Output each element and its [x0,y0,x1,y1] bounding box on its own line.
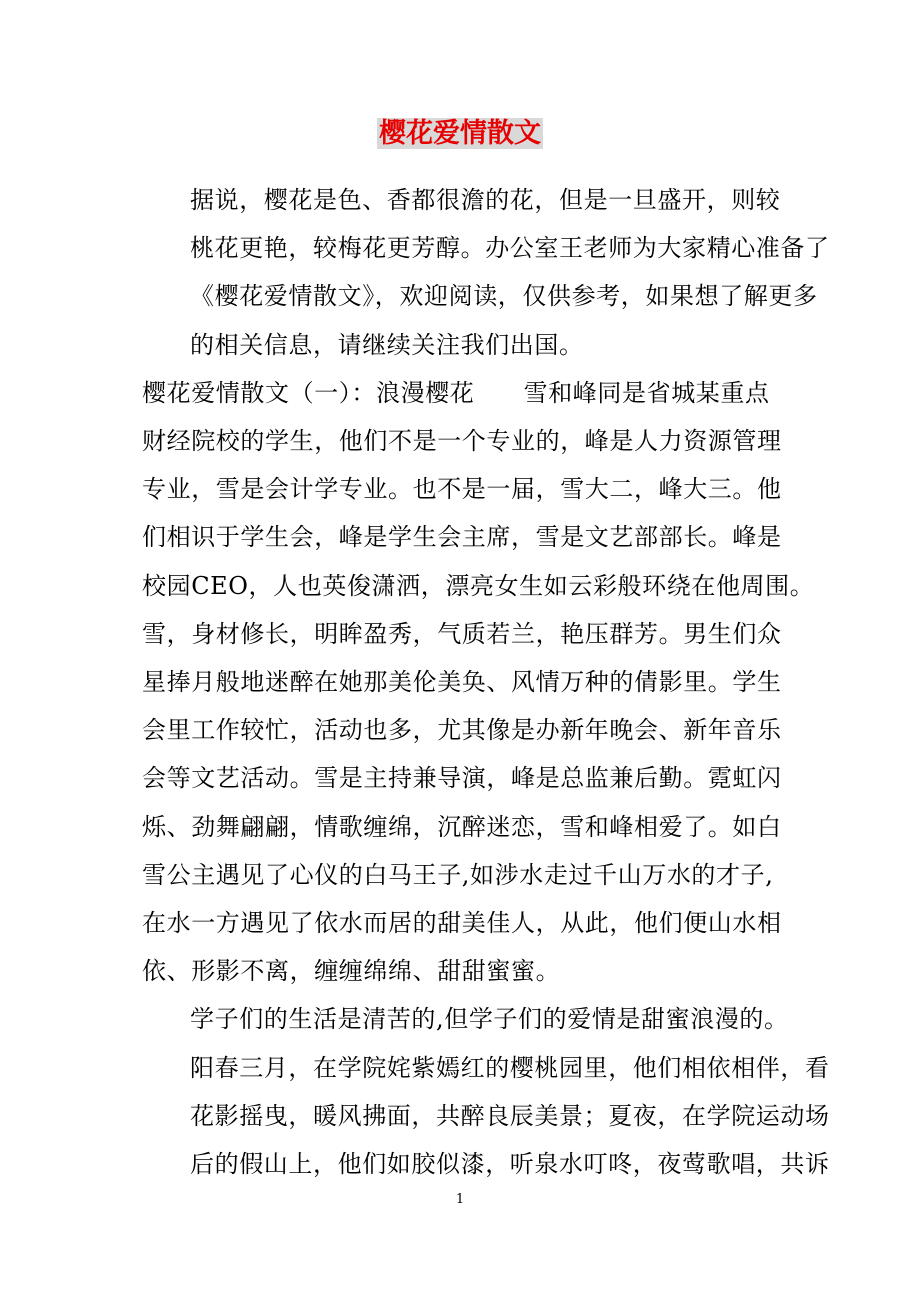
text-line: 学子们的生活是清苦的,但学子们的爱情是甜蜜浪漫的。 [190,1005,789,1034]
paragraph [142,176,830,369]
text-line: 依、形影不离，缠缠绵绵、甜甜蜜蜜。 [142,957,561,986]
paragraph [142,369,815,996]
document-body [142,176,830,1188]
page-number: 1 [455,1192,465,1207]
text-line: 《樱花爱情散文》，欢迎阅读，仅供参考，如果想了解更多 [190,282,818,311]
document-title [0,114,920,154]
text-line: 烁、劲舞翩翩，情歌缠绵，沉醉迷恋，雪和峰相爱了。如白 [142,812,782,841]
text-line: 校园CEO，人也英俊潇洒，漂亮女生如云彩般环绕在他周围。 [142,571,815,600]
text-line: 花影摇曳，暖风拂面，共醉良辰美景；夏夜，在学院运动场 [190,1101,830,1130]
text-line: 星捧月般地迷醉在她那美伦美奂、风情万种的倩影里。学生 [142,668,782,697]
text-line: 会等文艺活动。雪是主持兼导演，峰是总监兼后勤。霓虹闪 [142,764,782,793]
paragraph [142,995,830,1188]
text-line: 阳春三月，在学院姹紫嫣红的樱桃园里，他们相依相伴，看 [190,1053,830,1082]
document-title-text: 樱花爱情散文 [379,118,541,149]
text-line: 会里工作较忙，活动也多，尤其像是办新年晚会、新年音乐 [142,716,782,745]
text-line: 在水一方遇见了依水而居的甜美佳人，从此，他们便山水相 [142,909,782,938]
text-line: 财经院校的学生，他们不是一个专业的，峰是人力资源管理 [142,427,782,456]
text-line: 的相关信息，请继续关注我们出国。 [190,330,584,359]
text-line: 后的假山上，他们如胶似漆，听泉水叮咚，夜莺歌唱，共诉 [190,1150,830,1179]
text-line: 据说，樱花是色、香都很澹的花，但是一旦盛开，则较 [190,186,781,214]
text-line: 雪，身材修长，明眸盈秀，气质若兰，艳压群芳。男生们众 [142,619,782,648]
text-line: 雪公主遇见了心仪的白马王子,如涉水走过千山万水的才子, [142,860,774,889]
text-line: 们相识于学生会，峰是学生会主席，雪是文艺部部长。峰是 [142,523,782,552]
text-line: 专业，雪是会计学专业。也不是一届，雪大二，峰大三。他 [142,475,782,504]
text-line: 樱花爱情散文（一）：浪漫樱花 雪和峰同是省城某重点 [142,378,770,407]
text-line: 桃花更艳，较梅花更芳醇。办公室王老师为大家精心准备了 [190,234,830,263]
